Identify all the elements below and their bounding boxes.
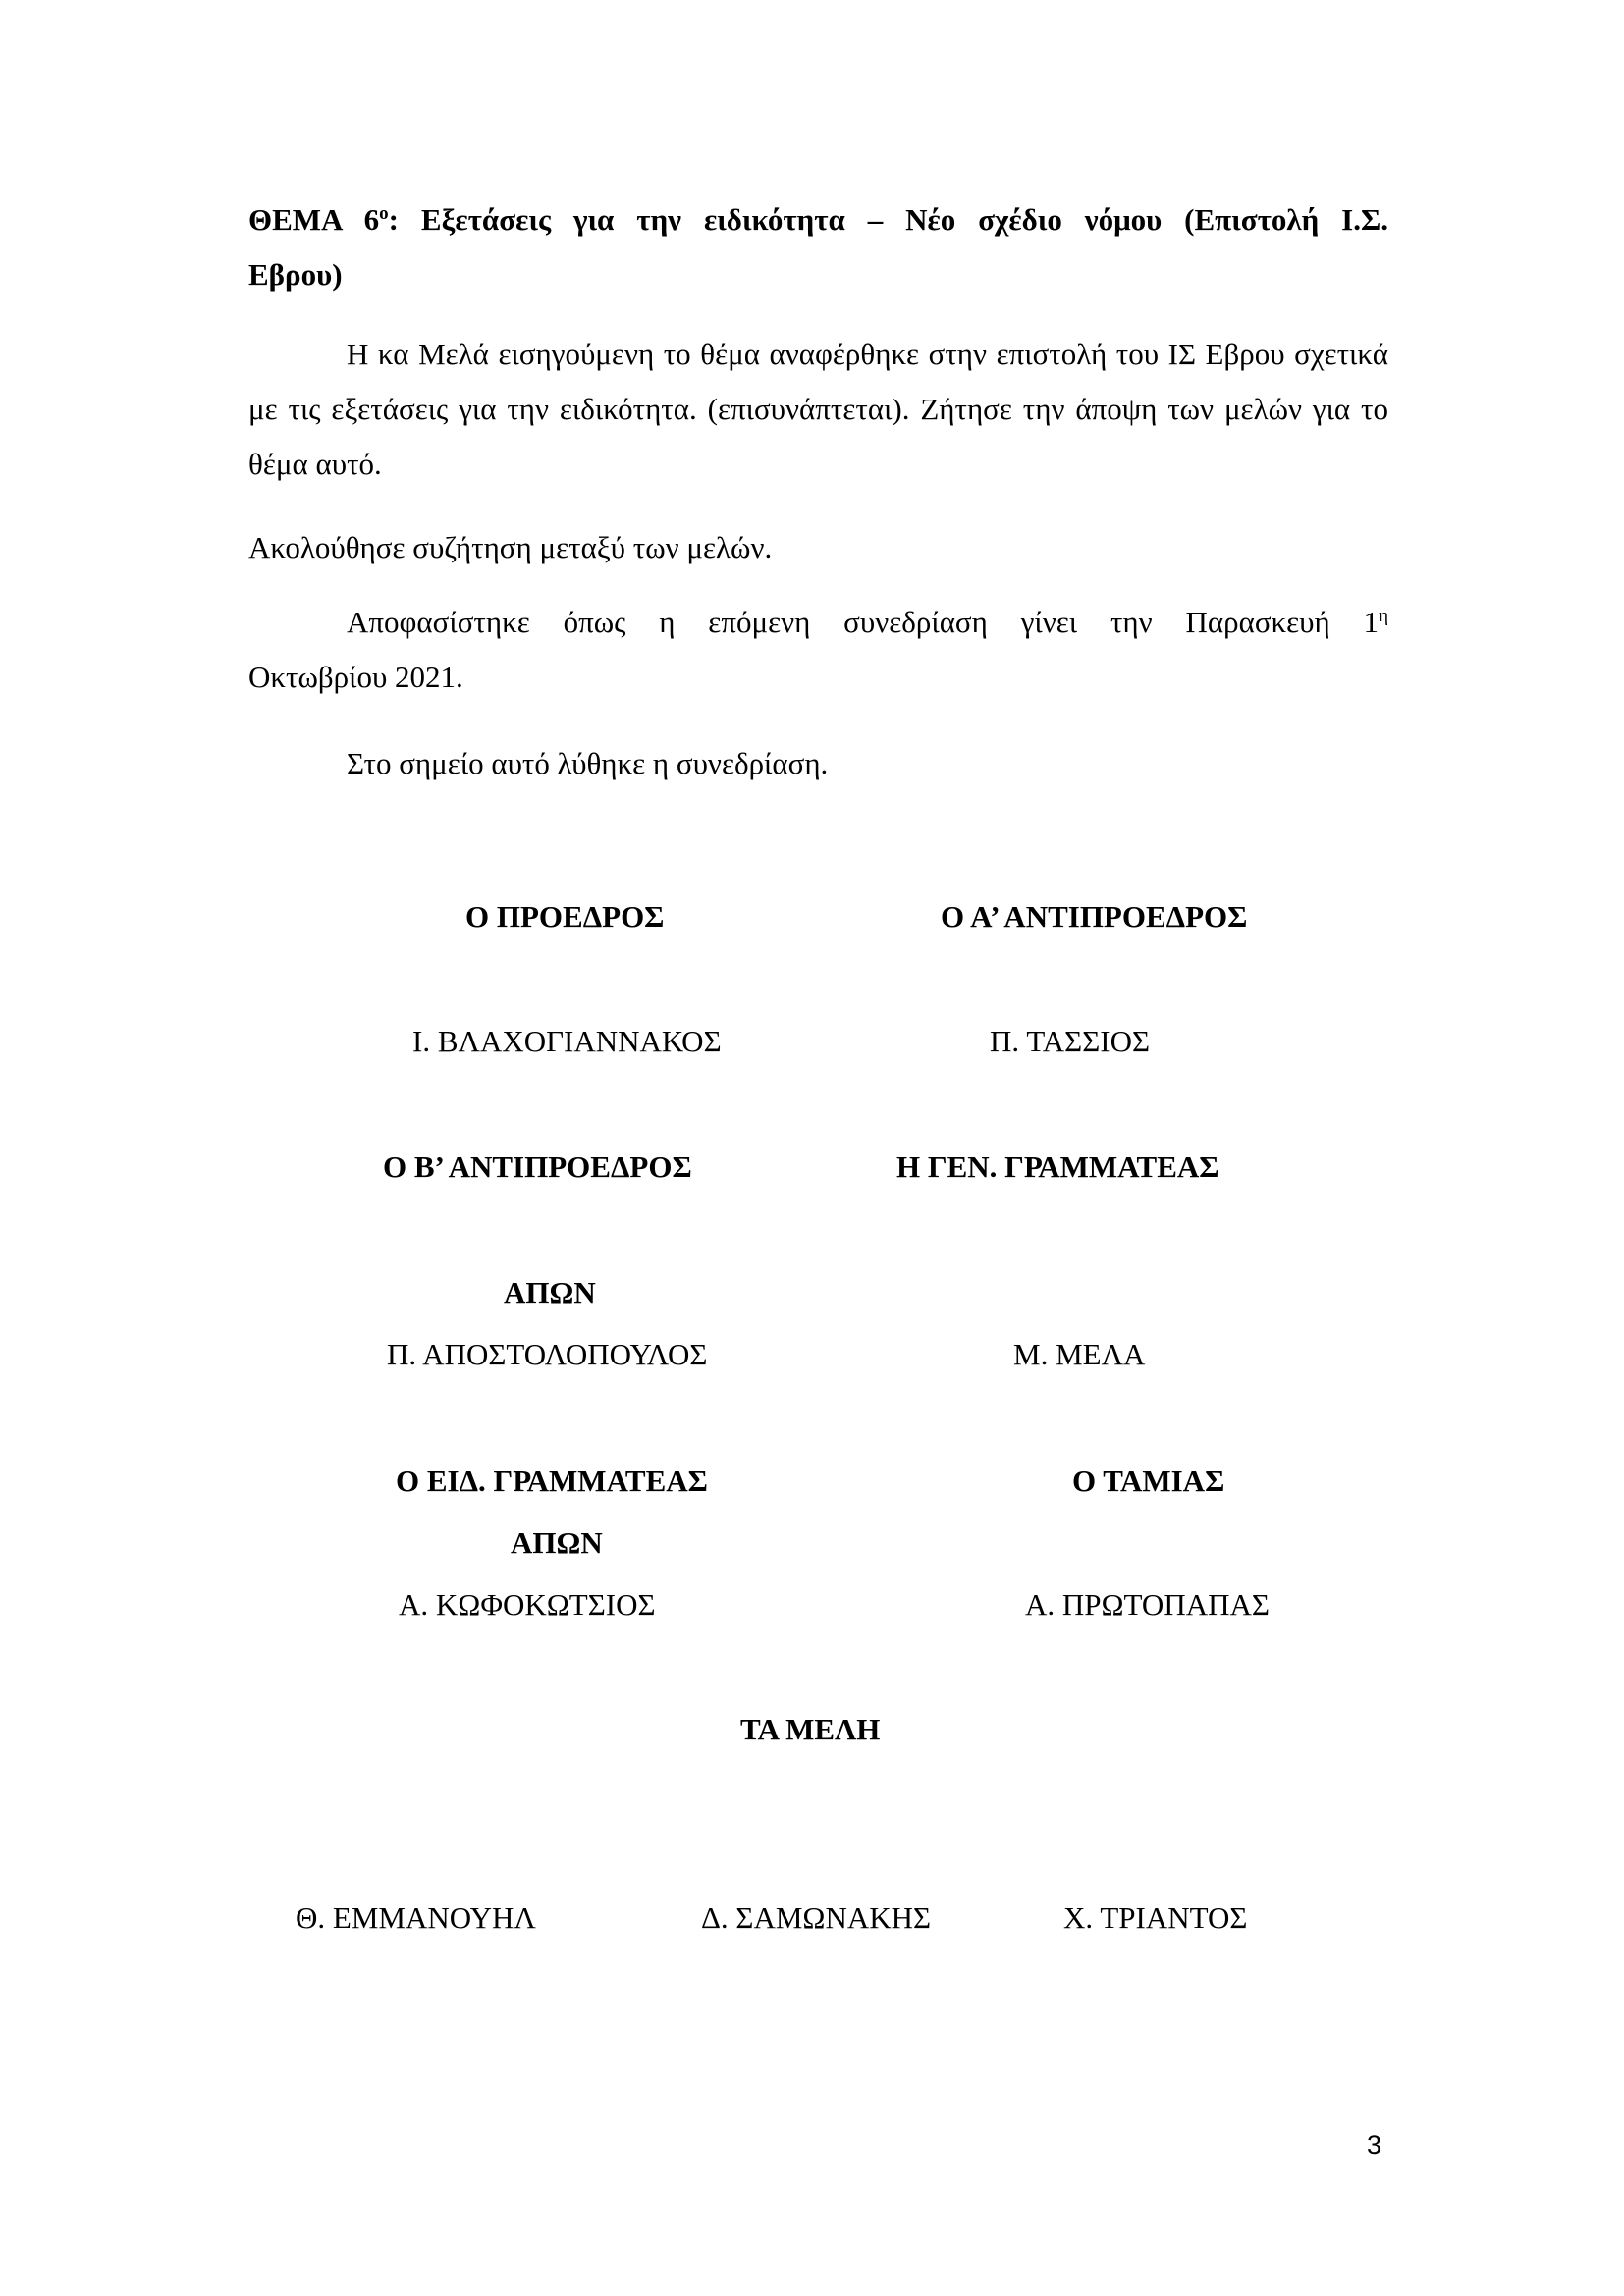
role-general-secretary: Η ΓΕΝ. ΓΡΑΜΜΑΤΕΑΣ bbox=[896, 1149, 1219, 1184]
status-absent-vice-president-b: ΑΠΩΝ bbox=[504, 1275, 596, 1309]
name-treasurer: Α. ΠΡΩΤΟΠΑΠΑΣ bbox=[1025, 1587, 1270, 1622]
paragraph-discussion: Ακολούθησε συζήτηση μεταξύ των μελών. bbox=[248, 530, 773, 564]
topic-number-superscript: ο bbox=[379, 203, 389, 224]
paragraph-decision-line1 bbox=[248, 595, 1388, 650]
topic-heading-line1 bbox=[248, 192, 1388, 247]
paragraph-decision-line2: Οκτωβρίου 2021. bbox=[248, 660, 463, 694]
decision-superscript: η bbox=[1379, 606, 1388, 626]
role-president: Ο ΠΡΟΕΔΡΟΣ bbox=[465, 899, 665, 934]
role-special-secretary: Ο ΕΙΔ. ΓΡΑΜΜΑΤΕΑΣ bbox=[396, 1464, 708, 1498]
topic-title: : Εξετάσεις για την ειδικότητα – Νέο σχέδιο νόμου (Επιστολή Ι.Σ. bbox=[388, 202, 1388, 237]
decision-text: Αποφασίστηκε όπως η επόμενη συνεδρίαση γίνει την Παρασκευή 1 bbox=[347, 605, 1380, 639]
name-general-secretary: Μ. ΜΕΛΑ bbox=[1013, 1337, 1146, 1371]
member-name: Δ. ΣΑΜΩΝΑΚΗΣ bbox=[701, 1900, 932, 1935]
role-treasurer: Ο ΤΑΜΙΑΣ bbox=[1072, 1464, 1225, 1498]
name-vice-president-a: Π. ΤΑΣΣΙΟΣ bbox=[990, 1024, 1151, 1058]
status-absent-special-secretary: ΑΠΩΝ bbox=[511, 1525, 603, 1560]
members-heading: ΤΑ ΜΕΛΗ bbox=[740, 1712, 881, 1746]
topic-number: ΘΕΜΑ 6 bbox=[248, 202, 380, 237]
role-vice-president-b: Ο Β’ ΑΝΤΙΠΡΟΕΔΡΟΣ bbox=[383, 1149, 692, 1184]
name-president: Ι. ΒΛΑΧΟΓΙΑΝΝΑΚΟΣ bbox=[412, 1024, 722, 1058]
name-vice-president-b: Π. ΑΠΟΣΤΟΛΟΠΟΥΛΟΣ bbox=[387, 1337, 708, 1371]
name-special-secretary: Α. ΚΩΦΟΚΩΤΣΙΟΣ bbox=[399, 1587, 656, 1622]
paragraph-decision bbox=[248, 595, 1388, 705]
member-name: Θ. ΕΜΜΑΝΟΥΗΛ bbox=[296, 1900, 536, 1935]
page-number: 3 bbox=[1367, 2130, 1382, 2160]
topic-heading bbox=[248, 192, 1388, 302]
topic-heading-line2: Εβρου) bbox=[248, 257, 343, 292]
role-vice-president-a: Ο Α’ ΑΝΤΙΠΡΟΕΔΡΟΣ bbox=[941, 899, 1248, 934]
paragraph-closing: Στο σημείο αυτό λύθηκε η συνεδρίαση. bbox=[347, 746, 829, 780]
paragraph-introduction: Η κα Μελά εισηγούμενη το θέμα αναφέρθηκε στην επιστολή του ΙΣ Εβρου σχετικά με τις εξετάσεις για την ειδικότητα. (επισυνάπτεται). Ζήτησε την άποψη των μελών για το θέμα αυτό. bbox=[248, 337, 1388, 481]
member-name: Χ. ΤΡΙΑΝΤΟΣ bbox=[1063, 1900, 1248, 1935]
